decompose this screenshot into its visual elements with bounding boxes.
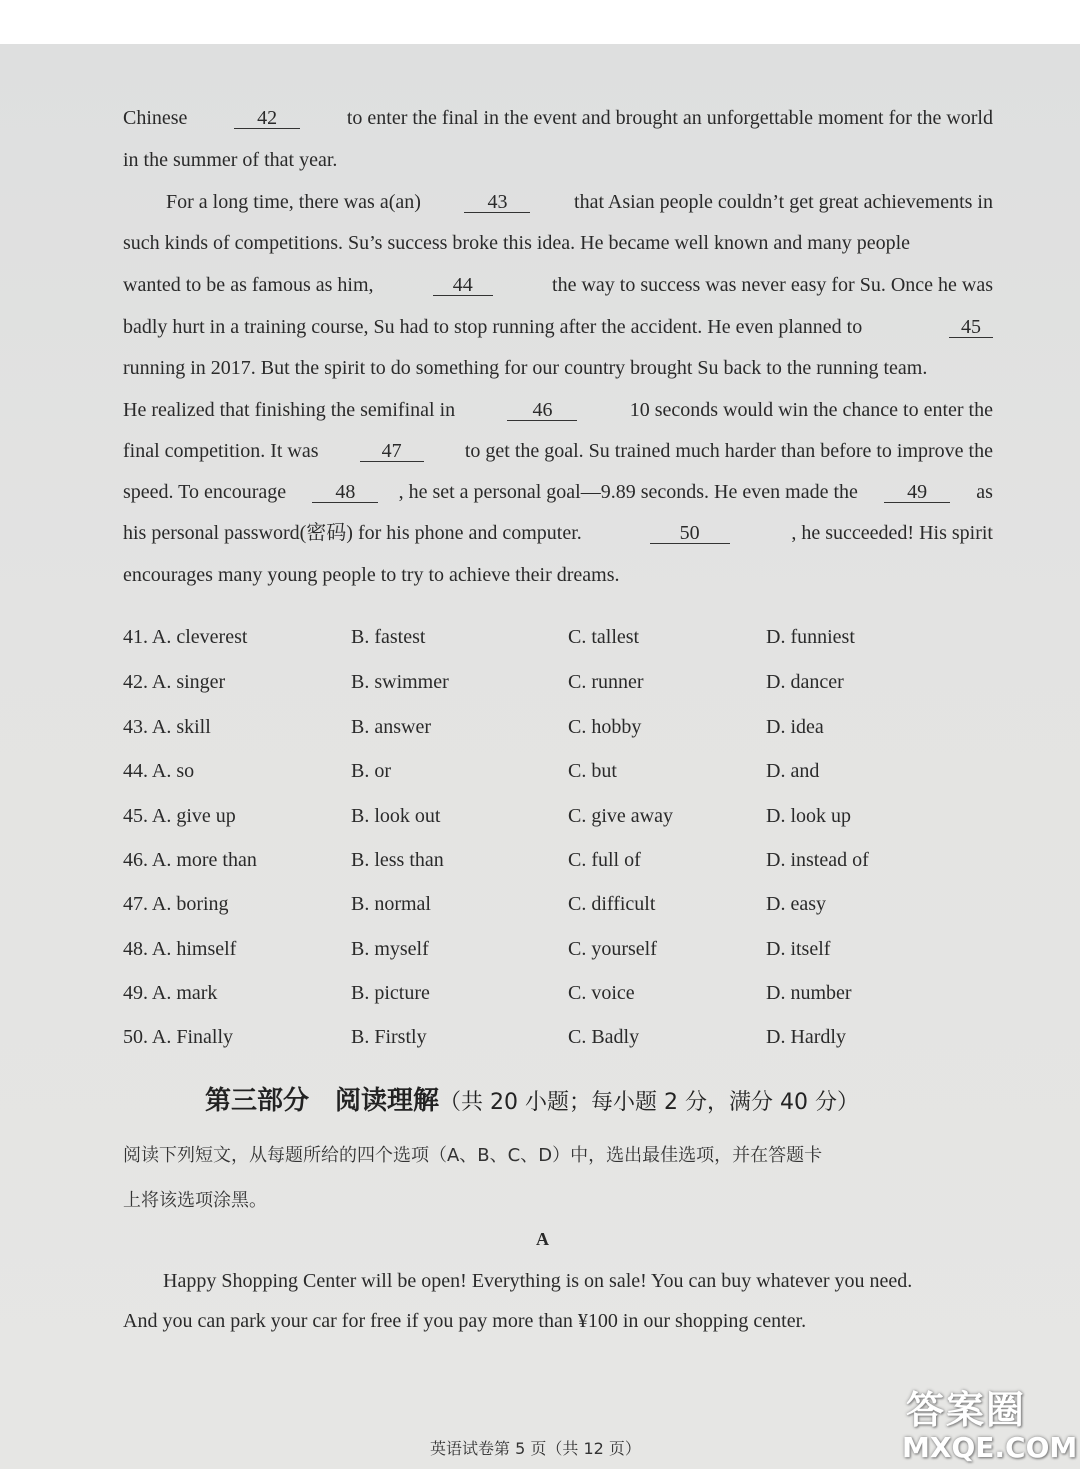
passage-text: , he succeeded! His spirit <box>791 522 993 544</box>
top-margin <box>0 0 1080 44</box>
option-a: 48. A. himself <box>123 938 237 960</box>
option-a: 42. A. singer <box>123 671 226 693</box>
option-row-47 <box>123 892 983 916</box>
section-title-main: 第三部分 阅读理解 <box>205 1086 440 1116</box>
passage-line-3 <box>166 190 993 214</box>
passage-text: He realized that finishing the semifinal in <box>123 399 456 421</box>
option-d: D. look up <box>766 805 851 827</box>
watermark-logo: 答案圈 <box>906 1388 1027 1432</box>
passage-text: running in 2017. But the spirit to do something for our country brought Su back to the running team. <box>123 357 928 379</box>
instruction-line-1: 阅读下列短文，从每题所给的四个选项（A、B、C、D）中，选出最佳选项，并在答题卡 <box>123 1145 823 1166</box>
blank-49: 49 <box>884 482 950 503</box>
option-c: C. but <box>568 760 617 782</box>
option-d: D. funniest <box>766 626 855 648</box>
option-b: B. myself <box>351 938 429 960</box>
option-a: 49. A. mark <box>123 982 218 1004</box>
passage-line-6 <box>123 315 993 339</box>
option-row-43 <box>123 715 983 739</box>
option-d: D. instead of <box>766 849 869 871</box>
blank-43: 43 <box>464 192 530 213</box>
passage-line-4 <box>123 231 993 255</box>
passage-text: speed. To encourage <box>123 481 287 503</box>
section-title <box>205 1084 859 1120</box>
passage-heading: A <box>536 1229 549 1249</box>
option-b: B. fastest <box>351 626 426 648</box>
reading-para-2 <box>123 1309 993 1333</box>
option-c: C. Badly <box>568 1026 640 1048</box>
passage-text: to enter the final in the event and brought an unforgettable moment for the world <box>346 107 993 129</box>
section-title-sub: （共 20 小题；每小题 2 分，满分 40 分） <box>439 1090 859 1115</box>
option-b: B. or <box>351 760 391 782</box>
passage-text: , he set a personal goal—9.89 seconds. He even made the <box>398 481 858 503</box>
option-b: B. swimmer <box>351 671 449 693</box>
passage-text: such kinds of competitions. Su’s success broke this idea. He became well known and many people <box>123 232 911 254</box>
reading-para-1 <box>163 1269 1033 1293</box>
passage-text: For a long time, there was a(an) <box>166 191 421 213</box>
option-b: B. normal <box>351 893 431 915</box>
option-d: D. idea <box>766 716 824 738</box>
reading-text: And you can park your car for free if you pay more than ¥100 in our shopping center. <box>123 1310 807 1332</box>
option-d: D. Hardly <box>766 1026 846 1048</box>
blank-50: 50 <box>650 523 730 544</box>
passage-line-8 <box>123 398 993 422</box>
option-a: 41. A. cleverest <box>123 626 248 648</box>
option-row-44 <box>123 759 983 783</box>
option-row-46 <box>123 848 983 872</box>
watermark <box>900 1375 1080 1469</box>
passage-line-1 <box>123 106 993 130</box>
passage-text: Chinese <box>123 107 188 129</box>
passage-text: to get the goal. Su trained much harder than before to improve the <box>464 440 993 462</box>
blank-42: 42 <box>234 108 300 129</box>
option-a: 47. A. boring <box>123 893 229 915</box>
option-c: C. tallest <box>568 626 640 648</box>
option-a: 50. A. Finally <box>123 1026 234 1048</box>
option-a: 45. A. give up <box>123 805 236 827</box>
passage-text: encourages many young people to try to achieve their dreams. <box>123 564 620 586</box>
watermark-url: MXQE.COM <box>902 1431 1078 1464</box>
blank-48: 48 <box>312 482 378 503</box>
passage-line-12 <box>123 563 993 587</box>
option-d: D. dancer <box>766 671 844 693</box>
passage-line-10 <box>123 480 993 504</box>
blank-44: 44 <box>433 275 493 296</box>
option-b: B. less than <box>351 849 444 871</box>
option-c: C. full of <box>568 849 641 871</box>
passage-line-11 <box>123 521 993 545</box>
option-c: C. give away <box>568 805 673 827</box>
passage-text: wanted to be as famous as him, <box>123 274 374 296</box>
option-a: 44. A. so <box>123 760 195 782</box>
passage-text: as <box>976 481 993 503</box>
blank-45: 45 <box>949 317 993 338</box>
passage-line-9 <box>123 439 993 463</box>
option-b: B. answer <box>351 716 431 738</box>
option-c: C. yourself <box>568 938 657 960</box>
option-d: D. and <box>766 760 820 782</box>
option-row-49 <box>123 981 983 1005</box>
option-b: B. Firstly <box>351 1026 427 1048</box>
passage-text: that Asian people couldn’t get great achievements in <box>574 191 993 213</box>
exam-page <box>0 44 1080 1469</box>
passage-text: his personal password(密码) for his phone and computer. <box>123 522 582 544</box>
option-a: 46. A. more than <box>123 849 257 871</box>
option-d: D. itself <box>766 938 831 960</box>
blank-47: 47 <box>360 441 424 462</box>
option-row-41 <box>123 625 983 649</box>
option-row-50 <box>123 1025 983 1049</box>
instruction-line-2: 上将该选项涂黑。 <box>123 1190 267 1211</box>
passage-line-5 <box>123 273 993 297</box>
option-c: C. hobby <box>568 716 642 738</box>
passage-text: the way to success was never easy for Su. Once he was <box>552 274 993 296</box>
passage-line-2 <box>123 148 993 172</box>
option-row-42 <box>123 670 983 694</box>
option-b: B. picture <box>351 982 430 1004</box>
option-row-48 <box>123 937 983 961</box>
passage-text: badly hurt in a training course, Su had to stop running after the accident. He even planned to <box>123 316 863 338</box>
blank-46: 46 <box>507 400 577 421</box>
passage-text: in the summer of that year. <box>123 149 338 171</box>
option-d: D. number <box>766 982 852 1004</box>
option-row-45 <box>123 804 983 828</box>
passage-text: 10 seconds would win the chance to enter the <box>629 399 993 421</box>
option-b: B. look out <box>351 805 441 827</box>
passage-line-7 <box>123 356 993 380</box>
option-a: 43. A. skill <box>123 716 211 738</box>
reading-text: Happy Shopping Center will be open! Everything is on sale! You can buy whatever you need. <box>163 1270 913 1292</box>
option-c: C. difficult <box>568 893 656 915</box>
passage-text: final competition. It was <box>123 440 319 462</box>
page-footer: 英语试卷第 5 页（共 12 页） <box>430 1439 641 1458</box>
option-c: C. runner <box>568 671 644 693</box>
option-d: D. easy <box>766 893 826 915</box>
option-c: C. voice <box>568 982 635 1004</box>
